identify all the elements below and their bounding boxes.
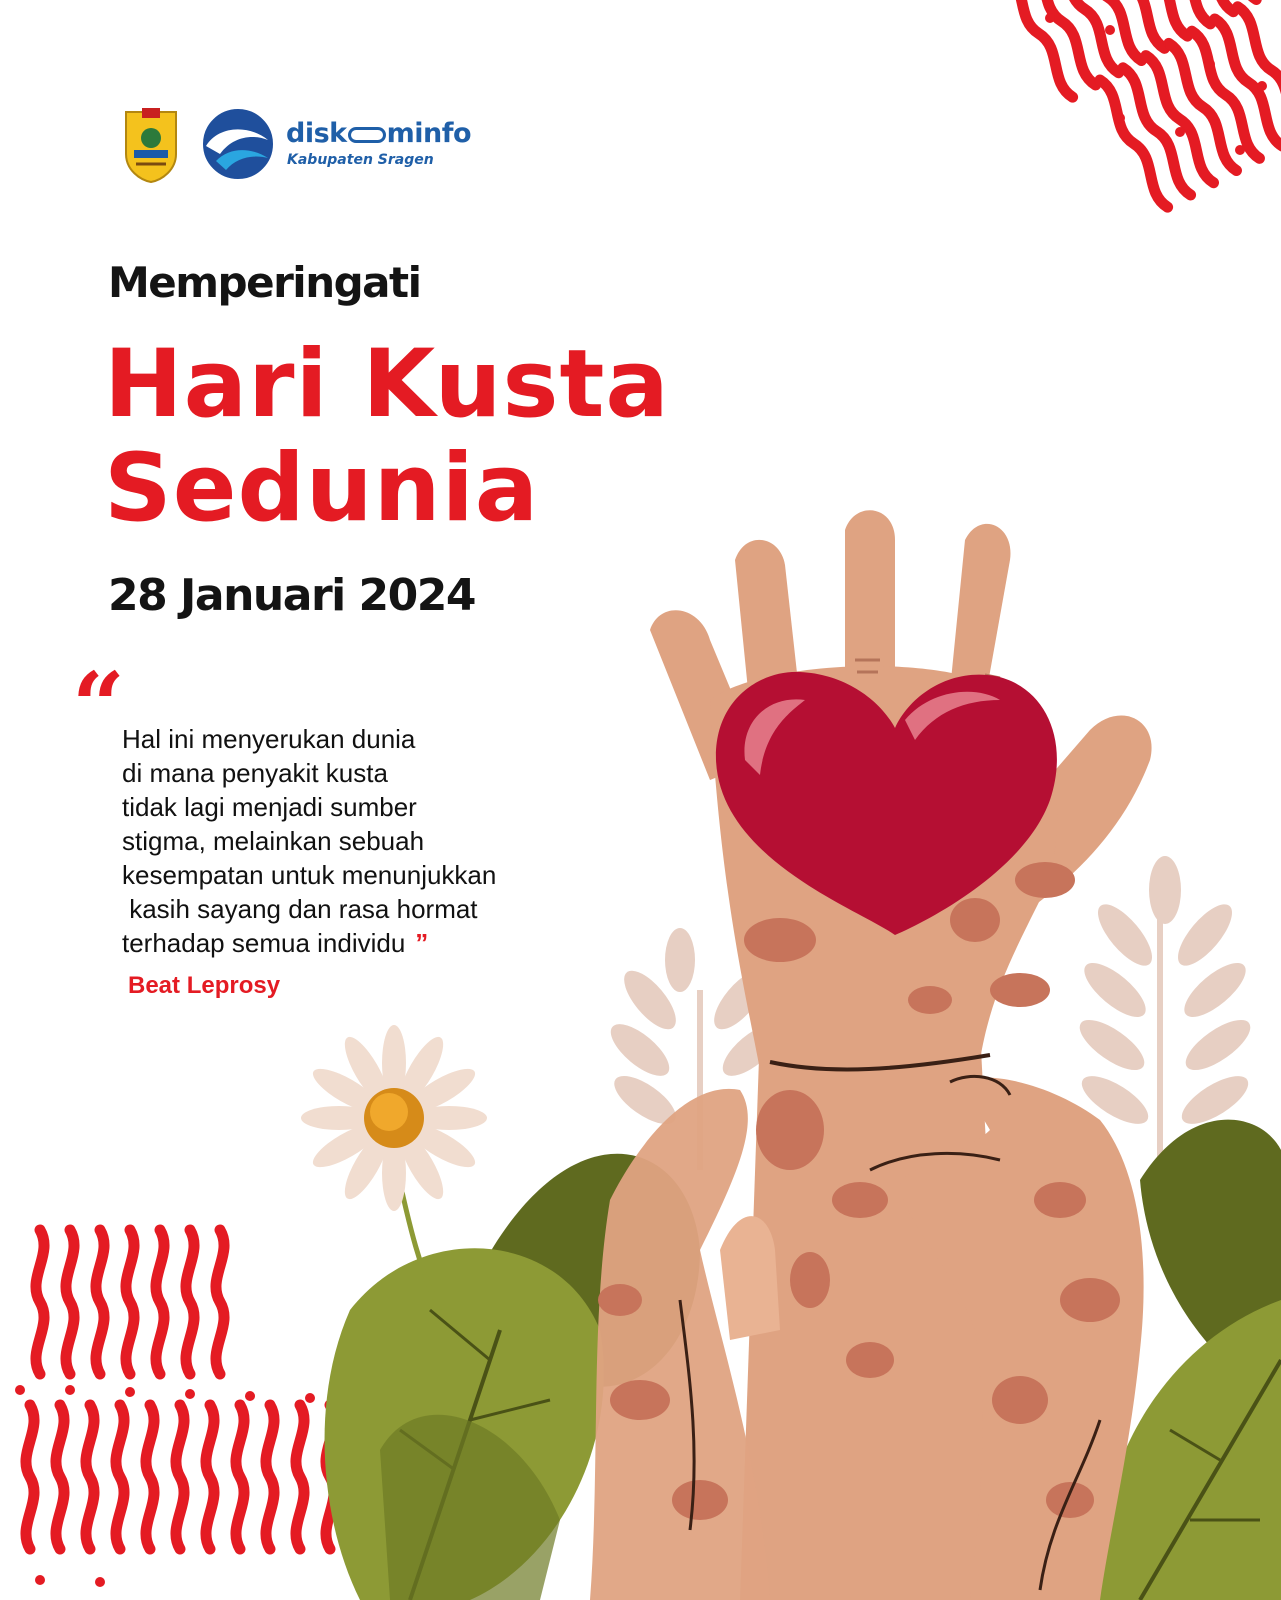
quote-line: tidak lagi menjadi sumber bbox=[122, 792, 417, 822]
title-line-2: Sedunia bbox=[104, 434, 540, 543]
batik-pattern-bottom-left bbox=[15, 1230, 334, 1587]
quote-open-icon: “ bbox=[72, 652, 125, 760]
brand-o-mark bbox=[348, 127, 386, 143]
quote-line: kesempatan untuk menunjukkan bbox=[122, 860, 497, 890]
pre-title: Memperingati bbox=[108, 258, 421, 307]
kominfo-logo bbox=[198, 106, 280, 182]
leaf-branch-pale-right bbox=[1072, 856, 1257, 1160]
quote-close-icon: ” bbox=[415, 928, 429, 958]
quote-line: Hal ini menyerukan dunia bbox=[122, 724, 416, 754]
brand-name-prefix: disk bbox=[286, 118, 347, 149]
brand-name-suffix: minfo bbox=[386, 118, 472, 149]
brand-name bbox=[286, 118, 471, 149]
quote-line: terhadap semua individu bbox=[122, 928, 406, 958]
regency-crest-logo bbox=[122, 108, 180, 184]
title-line-1: Hari Kusta bbox=[104, 330, 670, 439]
quote-line: stigma, melainkan sebuah bbox=[122, 826, 425, 856]
quote-attribution: Beat Leprosy bbox=[128, 972, 281, 999]
quote-line: kasih sayang dan rasa hormat bbox=[122, 894, 478, 924]
quote-line: di mana penyakit kusta bbox=[122, 758, 388, 788]
brand-subtitle: Kabupaten Sragen bbox=[287, 152, 434, 168]
page-title bbox=[104, 330, 670, 543]
quote-text bbox=[122, 722, 496, 960]
quote-line-last bbox=[122, 926, 496, 960]
batik-pattern-top-right bbox=[1001, 0, 1281, 209]
event-date: 28 Januari 2024 bbox=[108, 570, 476, 621]
